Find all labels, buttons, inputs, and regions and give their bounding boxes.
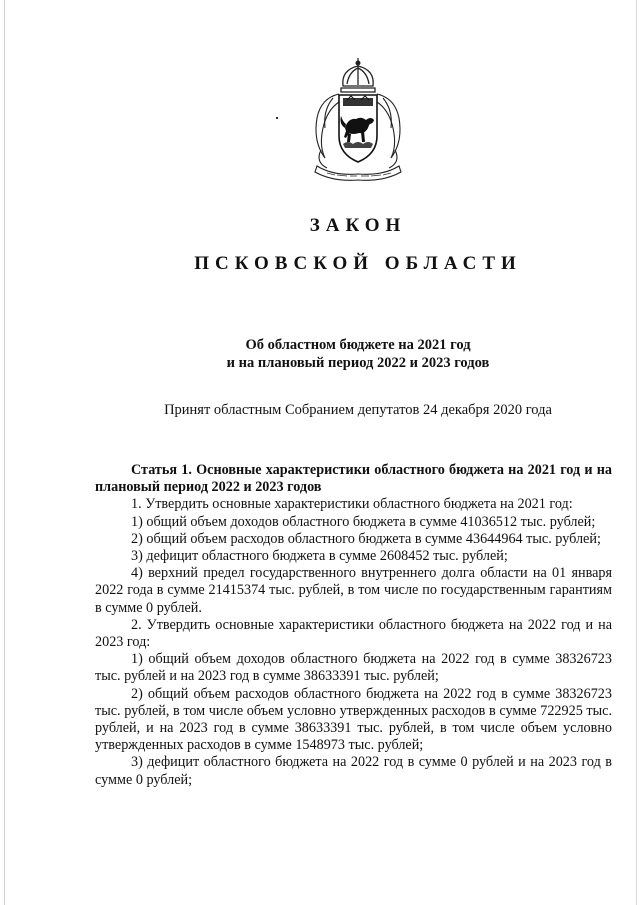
paragraph: 3) дефицит областного бюджета в сумме 2608452 тыс. рублей; <box>131 548 508 565</box>
scan-speck <box>276 117 278 119</box>
paragraph: 2. Утвердить основные характеристики областного бюджета на 2022 год и на 2023 год: <box>95 616 612 651</box>
paragraph: 1) общий объем доходов областного бюджета в сумме 41036512 тыс. рублей; <box>131 513 596 530</box>
paragraph: 2) общий объем расходов областного бюджета на 2022 год в сумме 38326723 тыс. рублей, в том числе объем условно утвержденных расходов в сумме 722925 тыс. рублей, и на 2023 год в сумме 38633391 тыс. рублей, в том числе объем условно утвержденных расходов в сумме 1548973 тыс. рублей; <box>95 685 612 754</box>
subject-line-1: Об областном бюджете на 2021 год <box>245 337 471 353</box>
pskov-coat-of-arms-emblem <box>303 58 413 186</box>
law-subject <box>0 336 640 372</box>
scan-edge-left <box>4 0 5 905</box>
subject-line-2: и на плановый период 2022 и 2023 годов <box>226 355 490 371</box>
article-1-heading: Статья 1. Основные характеристики областного бюджета на 2021 год и на плановый период 2022 и 2023 годов <box>95 462 612 496</box>
paragraph: 3) дефицит областного бюджета на 2022 год в сумме 0 рублей и на 2023 год в сумме 0 рублей; <box>95 754 612 788</box>
paragraph: 2) общий объем расходов областного бюджета в сумме 43644964 тыс. рублей; <box>131 530 601 547</box>
scan-edge-right <box>636 0 637 905</box>
law-region-title: ПСКОВСКОЙ ОБЛАСТИ <box>194 253 522 274</box>
paragraph: 1. Утвердить основные характеристики областного бюджета на 2021 год: <box>131 496 573 513</box>
law-title: ЗАКОН <box>309 215 407 236</box>
law-body <box>95 462 612 789</box>
adoption-note: Принят областным Собранием депутатов 24 декабря 2020 года <box>164 402 552 418</box>
paragraph: 1) общий объем доходов областного бюджета на 2022 год в сумме 38326723 тыс. рублей и на 2023 год в сумме 38633391 тыс. рублей; <box>95 651 612 685</box>
paragraph: 4) верхний предел государственного внутреннего долга области на 01 января 2022 года в сумме 21415374 тыс. рублей, в том числе по государственным гарантиям в сумме 0 рублей. <box>95 565 612 616</box>
